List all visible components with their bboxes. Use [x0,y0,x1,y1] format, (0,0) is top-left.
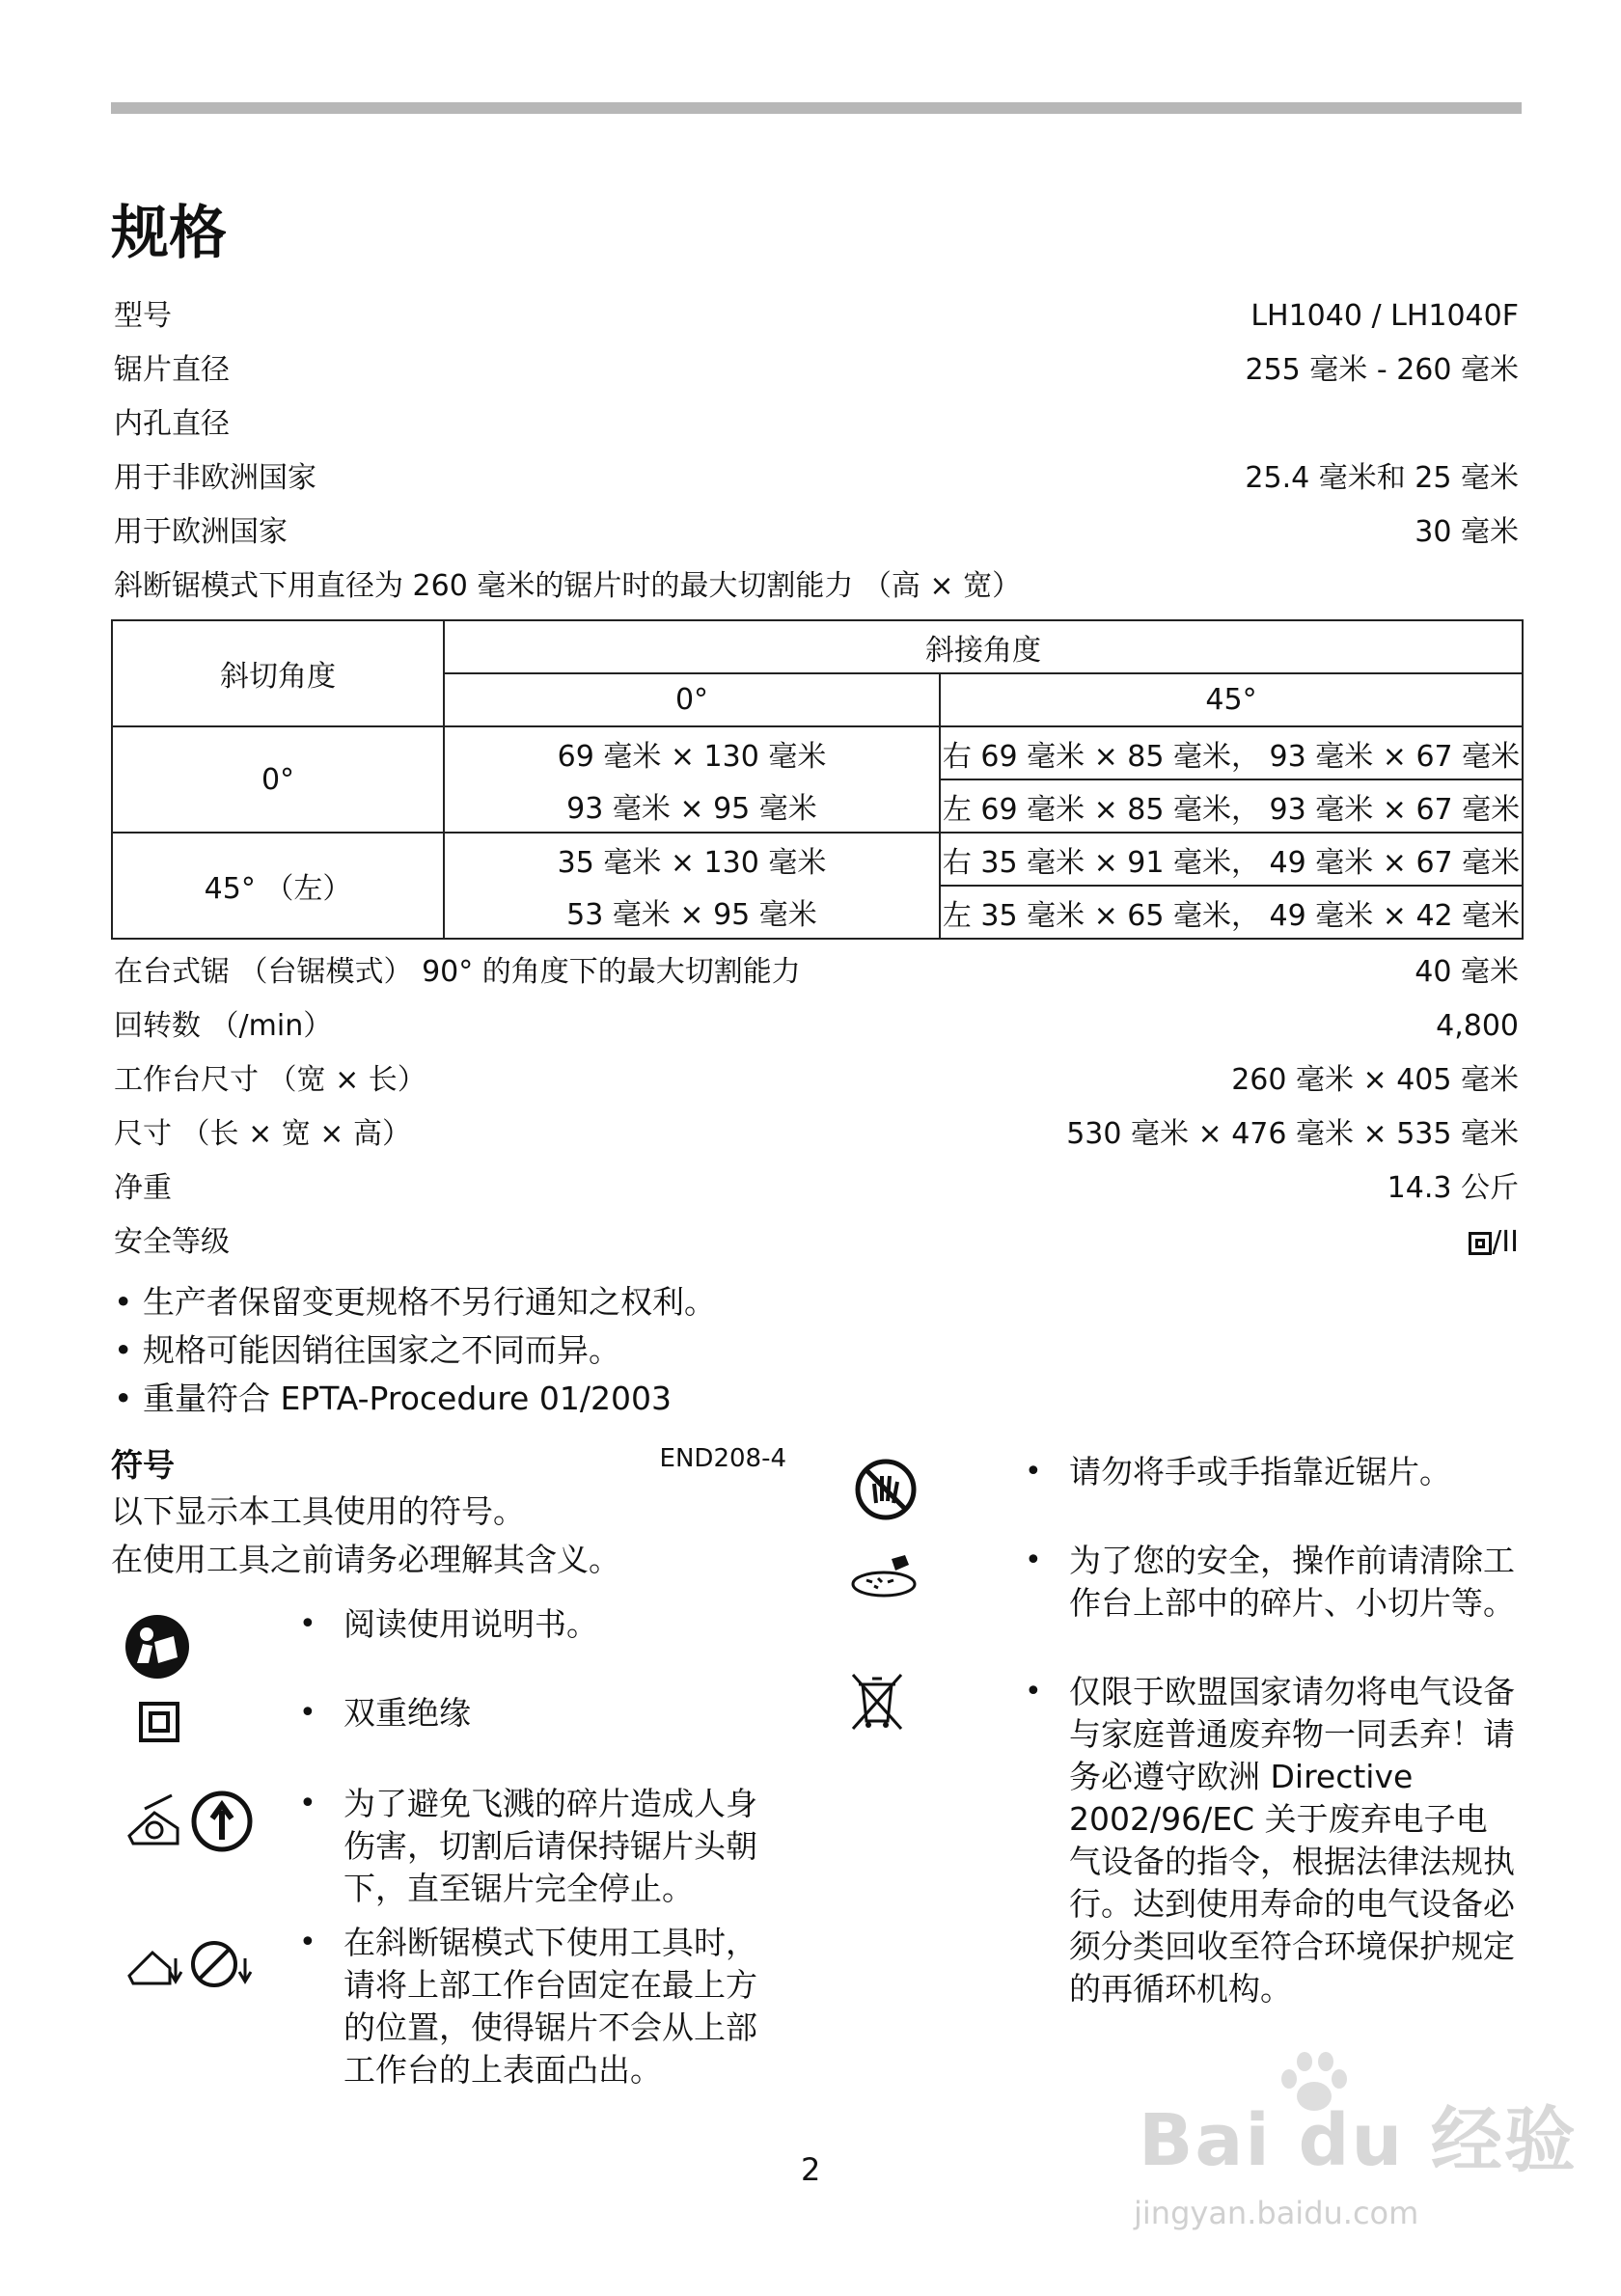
spec-value [1469,1216,1519,1270]
spec-value: 30 毫米 [1415,515,1519,549]
symbol-text: 双重绝缘 [343,1694,471,1732]
bullet: • [1025,1544,1042,1577]
spec-row [114,560,1519,614]
spec-row [114,289,1519,343]
table-cell: 93 毫米 × 95 毫米 [444,779,940,833]
spec-row [114,1216,1519,1270]
spec-label: 工作台尺寸 （宽 × 长） [114,1063,426,1097]
clear-debris-icon [849,1553,922,1599]
symbol-text: 阅读使用说明书。 [343,1605,598,1643]
symbol-text: 为了避免飞溅的碎片造成人身伤害，切割后请保持锯片头朝下，直至锯片完全停止。 [343,1785,757,1907]
double-insulation-icon [139,1702,179,1742]
spec-label: 锯片直径 [114,353,230,387]
spec-list-2 [114,945,1519,1270]
page-number: 2 [801,2151,821,2188]
symbols-intro [111,1488,620,1584]
table-cell: 右 69 毫米 × 85 毫米， 93 毫米 × 67 毫米 [940,726,1523,779]
table-cell: 右 35 毫米 × 91 毫米， 49 毫米 × 67 毫米 [940,833,1523,886]
spec-label: 安全等级 [114,1225,230,1259]
table-cell: 69 毫米 × 130 毫米 [444,726,940,779]
symbol-text: 在斜断锯模式下使用工具时，请将上部工作台固定在最上方的位置，使得锯片不会从上部工作台的上表面凸出。 [343,1924,757,2089]
symbol-text: 请勿将手或手指靠近锯片。 [1069,1453,1451,1490]
spec-value: 530 毫米 × 476 毫米 × 535 毫米 [1066,1117,1519,1151]
spec-label: 净重 [114,1171,172,1205]
spec-row [114,397,1519,451]
row-label-0: 0° [112,726,444,833]
table-cell: 左 69 毫米 × 85 毫米， 93 毫米 × 67 毫米 [940,779,1523,833]
weee-bin-icon [849,1671,905,1731]
read-manual-icon [124,1613,191,1681]
header-miter-angle: 斜接角度 [444,620,1523,673]
spec-label: 内孔直径 [114,407,230,441]
spec-value: 4,800 [1436,1009,1519,1043]
spec-value: 260 毫米 × 405 毫米 [1231,1063,1519,1097]
top-rule [111,102,1522,114]
header-col-45: 45° [940,673,1523,726]
symbols-title: 符号 [111,1446,175,1484]
bullet: • [299,1607,316,1641]
note-item: • 重量符合 EPTA-Procedure 01/2003 [114,1380,672,1417]
bullet: • [1025,1455,1042,1489]
watermark-url: jingyan.baidu.com [1134,2195,1419,2231]
spec-row [114,945,1519,999]
symbols-header [111,1440,786,1484]
bullet: • [299,1926,316,1959]
watermark-logo: Bai du 经验 [1139,2099,1578,2182]
spec-label: 用于非欧洲国家 [114,461,316,495]
spec-list-1 [114,289,1519,614]
spec-value: 255 毫米 - 260 毫米 [1245,353,1519,387]
bullet: • [1025,1675,1042,1708]
spec-row [114,451,1519,506]
symbol-text: 仅限于欧盟国家请勿将电气设备与家庭普通废弃物一同丢弃！请务必遵守欧洲 Directive 2002/96/EC 关于废弃电子电气设备的指令，根据法律法规执行。达到使用寿命的电气设备必须分类回收至符合环境保护规定的再循环机构。 [1069,1673,1515,2008]
spec-label: 回转数 （/min） [114,1009,333,1043]
double-insulation-icon [1469,1232,1492,1255]
spec-label: 斜断锯模式下用直径为 260 毫米的锯片时的最大切割能力 （高 × 宽） [114,569,1022,603]
intro-line: 在使用工具之前请务必理解其含义。 [111,1541,620,1578]
spec-row [114,1107,1519,1162]
spec-row [114,1053,1519,1107]
spec-label: 尺寸 （长 × 宽 × 高） [114,1117,411,1151]
saw-head-down-icon [125,1790,255,1853]
spec-row [114,343,1519,397]
note-item: • 生产者保留变更规格不另行通知之权利。 [114,1283,716,1321]
cutting-capacity-table [111,619,1524,940]
note-item: • 规格可能因销往国家之不同而异。 [114,1331,620,1369]
spec-row [114,1162,1519,1216]
table-cell: 左 35 毫米 × 65 毫米， 49 毫米 × 42 毫米 [940,886,1523,939]
bullet: • [299,1696,316,1730]
spec-row [114,506,1519,560]
spec-value: 25.4 毫米和 25 毫米 [1245,461,1519,495]
spec-value: LH1040 / LH1040F [1250,299,1519,333]
upper-table-lock-icon [125,1929,255,1993]
safety-class-text: /II [1492,1225,1519,1259]
page-title: 规格 [111,200,227,267]
header-bevel-angle: 斜切角度 [112,620,444,726]
table-cell: 35 毫米 × 130 毫米 [444,833,940,886]
spec-value: 40 毫米 [1415,955,1519,989]
intro-line: 以下显示本工具使用的符号。 [111,1492,525,1530]
spec-value: 14.3 公斤 [1387,1171,1519,1205]
spec-label: 用于欧洲国家 [114,515,288,549]
table-cell: 53 毫米 × 95 毫米 [444,886,940,939]
spec-row [114,999,1519,1053]
symbol-text: 为了您的安全，操作前请清除工作台上部中的碎片、小切片等。 [1069,1542,1515,1622]
row-label-45-left: 45° （左） [112,833,444,939]
symbols-code: END208-4 [659,1444,786,1473]
spec-label: 在台式锯 （台锯模式） 90° 的角度下的最大切割能力 [114,955,801,989]
spec-label: 型号 [114,299,172,333]
no-hands-icon [855,1459,917,1520]
bullet: • [299,1787,316,1820]
header-col-0: 0° [444,673,940,726]
spec-notes [114,1278,716,1423]
